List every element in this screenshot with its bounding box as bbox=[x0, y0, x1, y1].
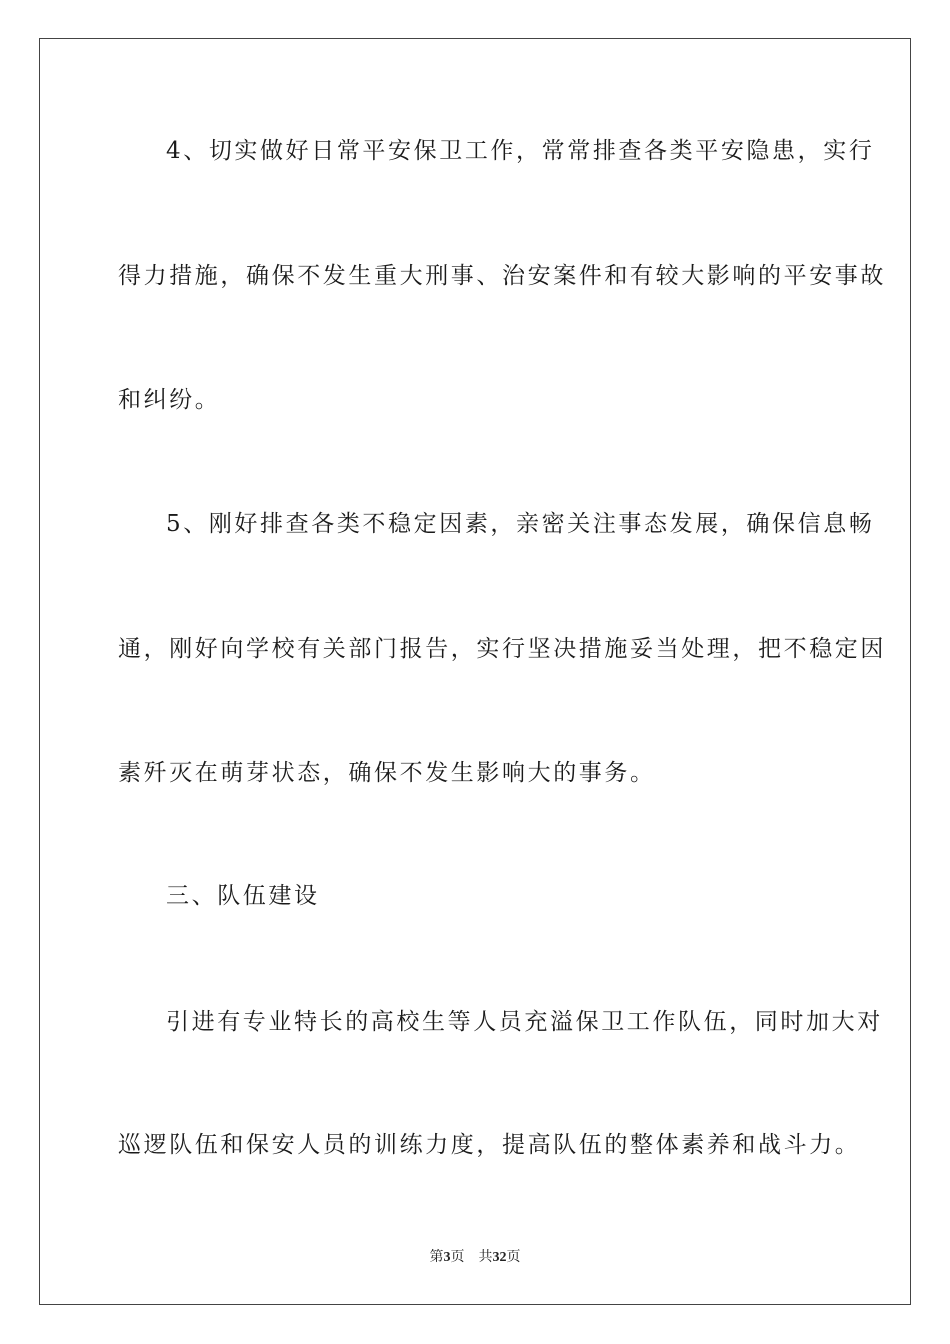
page-footer bbox=[0, 1247, 950, 1268]
paragraph-line: 通，刚好向学校有关部门报告，实行坚决措施妥当处理，把不稳定因 bbox=[118, 636, 886, 662]
paragraph-line: 5、刚好排查各类不稳定因素，亲密关注事态发展，确保信息畅 bbox=[166, 511, 875, 537]
page-border bbox=[39, 38, 911, 1305]
total-suffix: 页 bbox=[506, 1249, 521, 1265]
total-pages: 32 bbox=[492, 1250, 507, 1265]
paragraph-line: 和纠纷。 bbox=[118, 387, 221, 413]
paragraph-line: 素歼灭在萌芽状态，确保不发生影响大的事务。 bbox=[118, 760, 656, 786]
paragraph-line: 巡逻队伍和保安人员的训练力度，提高队伍的整体素养和战斗力。 bbox=[118, 1132, 861, 1158]
page-suffix: 页 bbox=[450, 1249, 465, 1265]
total-prefix: 共 bbox=[478, 1249, 493, 1265]
page-prefix: 第 bbox=[429, 1249, 444, 1265]
section-heading: 三、队伍建设 bbox=[166, 883, 320, 909]
paragraph-line: 4、切实做好日常平安保卫工作，常常排查各类平安隐患，实行 bbox=[166, 138, 875, 164]
paragraph-line: 引进有专业特长的高校生等人员充溢保卫工作队伍，同时加大对 bbox=[166, 1009, 883, 1035]
paragraph-line: 得力措施，确保不发生重大刑事、治安案件和有较大影响的平安事故 bbox=[118, 263, 886, 289]
page-number: 3 bbox=[443, 1250, 451, 1265]
